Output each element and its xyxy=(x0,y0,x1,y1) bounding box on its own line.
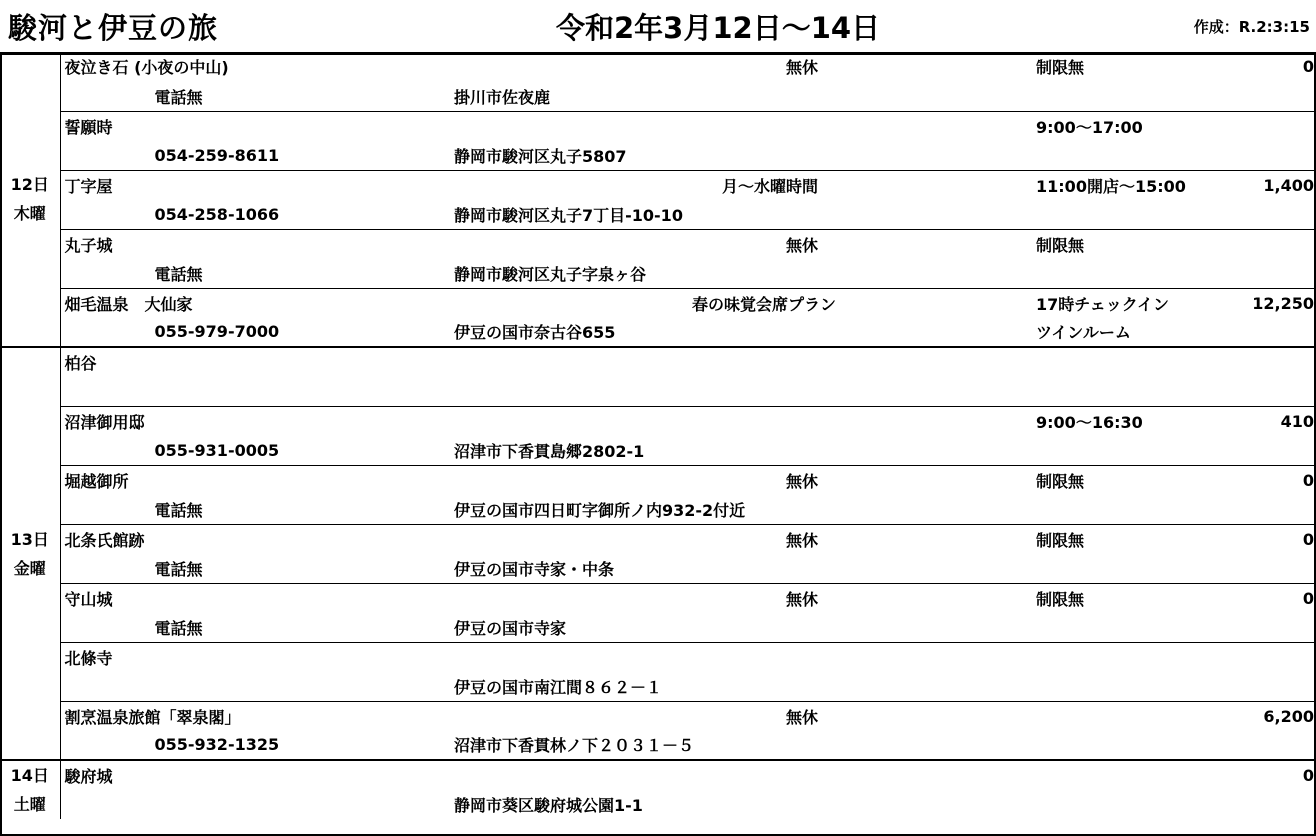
day-weekday: 金曜 xyxy=(13,558,46,578)
entry-row-bottom xyxy=(0,554,1316,584)
phone-number: 055-979-7000 xyxy=(154,322,280,342)
opening-hours: 11:00開店～15:00 xyxy=(1030,170,1106,200)
admission-price: 0 xyxy=(1106,524,1316,554)
spacer xyxy=(824,52,1030,82)
address: 伊豆の国市寺家 xyxy=(454,618,567,638)
spacer xyxy=(824,583,1030,613)
opening-hours: 9:00～16:30 xyxy=(1030,406,1106,436)
room-type xyxy=(1030,790,1106,820)
entry-row-bottom xyxy=(0,377,1316,407)
spacer xyxy=(824,347,1030,377)
entry-row-top xyxy=(0,760,1316,790)
entry-row-top xyxy=(0,288,1316,318)
closed-days: 月～水曜時間 xyxy=(692,170,824,200)
closed-days xyxy=(692,111,824,141)
closed-days: 無休 xyxy=(692,583,824,613)
spacer xyxy=(1106,259,1316,289)
entry-row-bottom xyxy=(0,318,1316,348)
place-name: 守山城 xyxy=(60,583,692,613)
admission-price: 6,200 xyxy=(1106,701,1316,731)
entry-row-bottom xyxy=(0,672,1316,702)
room-type xyxy=(1030,731,1106,761)
phone-number xyxy=(60,790,454,820)
phone-number: 055-931-0005 xyxy=(154,440,280,460)
address: 沼津市下香貫林ノ下２０３１－５ xyxy=(454,736,695,756)
entry-row-bottom xyxy=(0,82,1316,112)
address: 静岡市葵区駿府城公園1-1 xyxy=(454,795,643,815)
address: 掛川市佐夜鹿 xyxy=(454,87,551,107)
entry-row-top xyxy=(0,347,1316,377)
room-type xyxy=(1030,436,1106,466)
entry-row-top xyxy=(0,111,1316,141)
entry-row-bottom xyxy=(0,436,1316,466)
phone-number: 054-259-8611 xyxy=(154,145,280,165)
opening-hours: 制限無 xyxy=(1036,58,1085,78)
place-name: 柏谷 xyxy=(60,347,692,377)
opening-hours: 制限無 xyxy=(1030,229,1106,259)
entry-row-top xyxy=(0,642,1316,672)
trip-dates: 令和2年3月12日～14日 xyxy=(556,11,881,45)
address: 静岡市駿河区丸子字泉ヶ谷 xyxy=(454,264,647,284)
day-date: 12日 xyxy=(10,175,49,194)
entry-row-top xyxy=(0,52,1316,82)
spacer xyxy=(824,760,1030,790)
room-type xyxy=(1030,377,1106,407)
phone-number: 電話無 xyxy=(154,87,203,107)
room-type xyxy=(1030,82,1106,112)
day-date: 13日 xyxy=(10,529,49,549)
room-type xyxy=(1030,495,1106,525)
address: 静岡市駿河区丸子7丁目-10-10 xyxy=(454,205,683,225)
spacer xyxy=(1106,82,1316,112)
day-cell xyxy=(0,347,60,760)
place-name: 丁字屋 xyxy=(60,170,692,200)
address: 伊豆の国市寺家・中条 xyxy=(454,559,615,579)
closed-days xyxy=(692,347,824,377)
closed-days: 無休 xyxy=(786,58,819,78)
spacer xyxy=(824,288,1030,318)
admission-price: 410 xyxy=(1106,406,1316,436)
spacer xyxy=(824,229,1030,259)
phone-number: 電話無 xyxy=(154,264,203,284)
itinerary-body xyxy=(0,52,1316,819)
day-date: 14日 xyxy=(10,766,49,785)
entry-row-top xyxy=(0,465,1316,495)
address: 伊豆の国市南江間８６２－１ xyxy=(454,677,663,697)
closed-days: 無休 xyxy=(692,524,824,554)
spacer xyxy=(1106,141,1316,171)
entry-row-top xyxy=(0,406,1316,436)
admission-price: 0 xyxy=(1106,583,1316,613)
place-name: 誓願時 xyxy=(60,111,692,141)
plan-name: 春の味覚会席プラン xyxy=(692,288,824,318)
room-type xyxy=(1030,259,1106,289)
spacer xyxy=(824,406,1030,436)
place-name: 夜泣き石 (小夜の中山) xyxy=(64,58,229,78)
spacer xyxy=(1106,377,1316,407)
entry-row-bottom xyxy=(0,495,1316,525)
spacer xyxy=(824,170,1030,200)
phone-number: 電話無 xyxy=(154,618,203,638)
opening-hours: 9:00～17:00 xyxy=(1030,111,1106,141)
admission-price: 12,250 xyxy=(1106,288,1316,318)
place-name: 沼津御用邸 xyxy=(60,406,692,436)
spacer xyxy=(1106,495,1316,525)
room-type xyxy=(1030,672,1106,702)
spacer xyxy=(824,701,1030,731)
room-type: ツインルーム xyxy=(1036,323,1131,343)
place-name: 駿府城 xyxy=(60,760,692,790)
opening-hours: 制限無 xyxy=(1030,524,1106,554)
admission-price: 1,400 xyxy=(1106,170,1316,200)
spacer xyxy=(1106,436,1316,466)
place-name: 割烹温泉旅館「翠泉閣」 xyxy=(60,701,692,731)
document-header xyxy=(0,0,1316,52)
created-date: 作成：R.2:3:15 xyxy=(1193,18,1310,36)
closed-days: 無休 xyxy=(692,701,824,731)
opening-hours xyxy=(1030,347,1106,377)
opening-hours: 制限無 xyxy=(1030,583,1106,613)
address: 伊豆の国市四日町字御所ノ内932-2付近 xyxy=(454,500,746,520)
closed-days: 無休 xyxy=(692,465,824,495)
phone-number: 055-932-1325 xyxy=(154,735,280,755)
opening-hours: 制限無 xyxy=(1030,465,1106,495)
entry-row-bottom xyxy=(0,141,1316,171)
place-name: 丸子城 xyxy=(60,229,692,259)
spacer xyxy=(824,524,1030,554)
room-type xyxy=(1030,554,1106,584)
room-type xyxy=(1030,141,1106,171)
spacer xyxy=(1106,613,1316,643)
admission-price xyxy=(1106,347,1316,377)
closed-days: 無休 xyxy=(692,229,824,259)
spacer xyxy=(1106,731,1316,761)
admission-price xyxy=(1106,642,1316,672)
room-type xyxy=(1030,613,1106,643)
entry-row-top xyxy=(0,229,1316,259)
address: 沼津市下香貫島郷2802-1 xyxy=(454,441,645,461)
entry-row-bottom xyxy=(0,259,1316,289)
day-cell xyxy=(0,52,60,347)
place-name: 北條寺 xyxy=(60,642,692,672)
address xyxy=(454,377,1030,407)
itinerary-table xyxy=(0,52,1316,819)
document-title: 駿河と伊豆の旅 xyxy=(8,11,219,45)
phone-number: 054-258-1066 xyxy=(154,204,280,224)
spacer xyxy=(1106,318,1316,348)
phone-number: 電話無 xyxy=(154,500,203,520)
day-cell xyxy=(0,760,60,819)
day-weekday: 木曜 xyxy=(13,204,46,223)
admission-price: 0 xyxy=(1106,760,1316,790)
place-name: 堀越御所 xyxy=(60,465,692,495)
entry-row-bottom xyxy=(0,790,1316,820)
entry-row-bottom xyxy=(0,200,1316,230)
spacer xyxy=(1106,790,1316,820)
entry-row-top xyxy=(0,701,1316,731)
opening-hours xyxy=(1030,642,1106,672)
place-name: 北条氏館跡 xyxy=(60,524,692,554)
entry-row-top xyxy=(0,524,1316,554)
opening-hours xyxy=(1030,760,1106,790)
phone-number xyxy=(60,377,454,407)
phone-number: 電話無 xyxy=(154,559,203,579)
closed-days xyxy=(692,760,824,790)
entry-row-bottom xyxy=(0,613,1316,643)
opening-hours: 17時チェックイン xyxy=(1030,288,1106,318)
admission-price: 0 xyxy=(1302,57,1315,77)
closed-days xyxy=(692,406,824,436)
entry-row-bottom xyxy=(0,731,1316,761)
room-type xyxy=(1030,200,1106,230)
spacer xyxy=(1106,672,1316,702)
admission-price: 0 xyxy=(1106,465,1316,495)
spacer xyxy=(824,111,1030,141)
spacer xyxy=(824,642,1030,672)
spacer xyxy=(1106,200,1316,230)
entry-row-top xyxy=(0,170,1316,200)
entry-row-top xyxy=(0,583,1316,613)
day-weekday: 土曜 xyxy=(13,795,46,814)
closed-days xyxy=(692,642,824,672)
phone-number xyxy=(60,672,454,702)
address: 静岡市駿河区丸子5807 xyxy=(454,146,627,166)
admission-price xyxy=(1106,229,1316,259)
spacer xyxy=(824,465,1030,495)
address: 伊豆の国市奈古谷655 xyxy=(454,323,616,343)
place-name: 畑毛温泉 大仙家 xyxy=(60,288,692,318)
spacer xyxy=(1106,554,1316,584)
opening-hours xyxy=(1030,701,1106,731)
